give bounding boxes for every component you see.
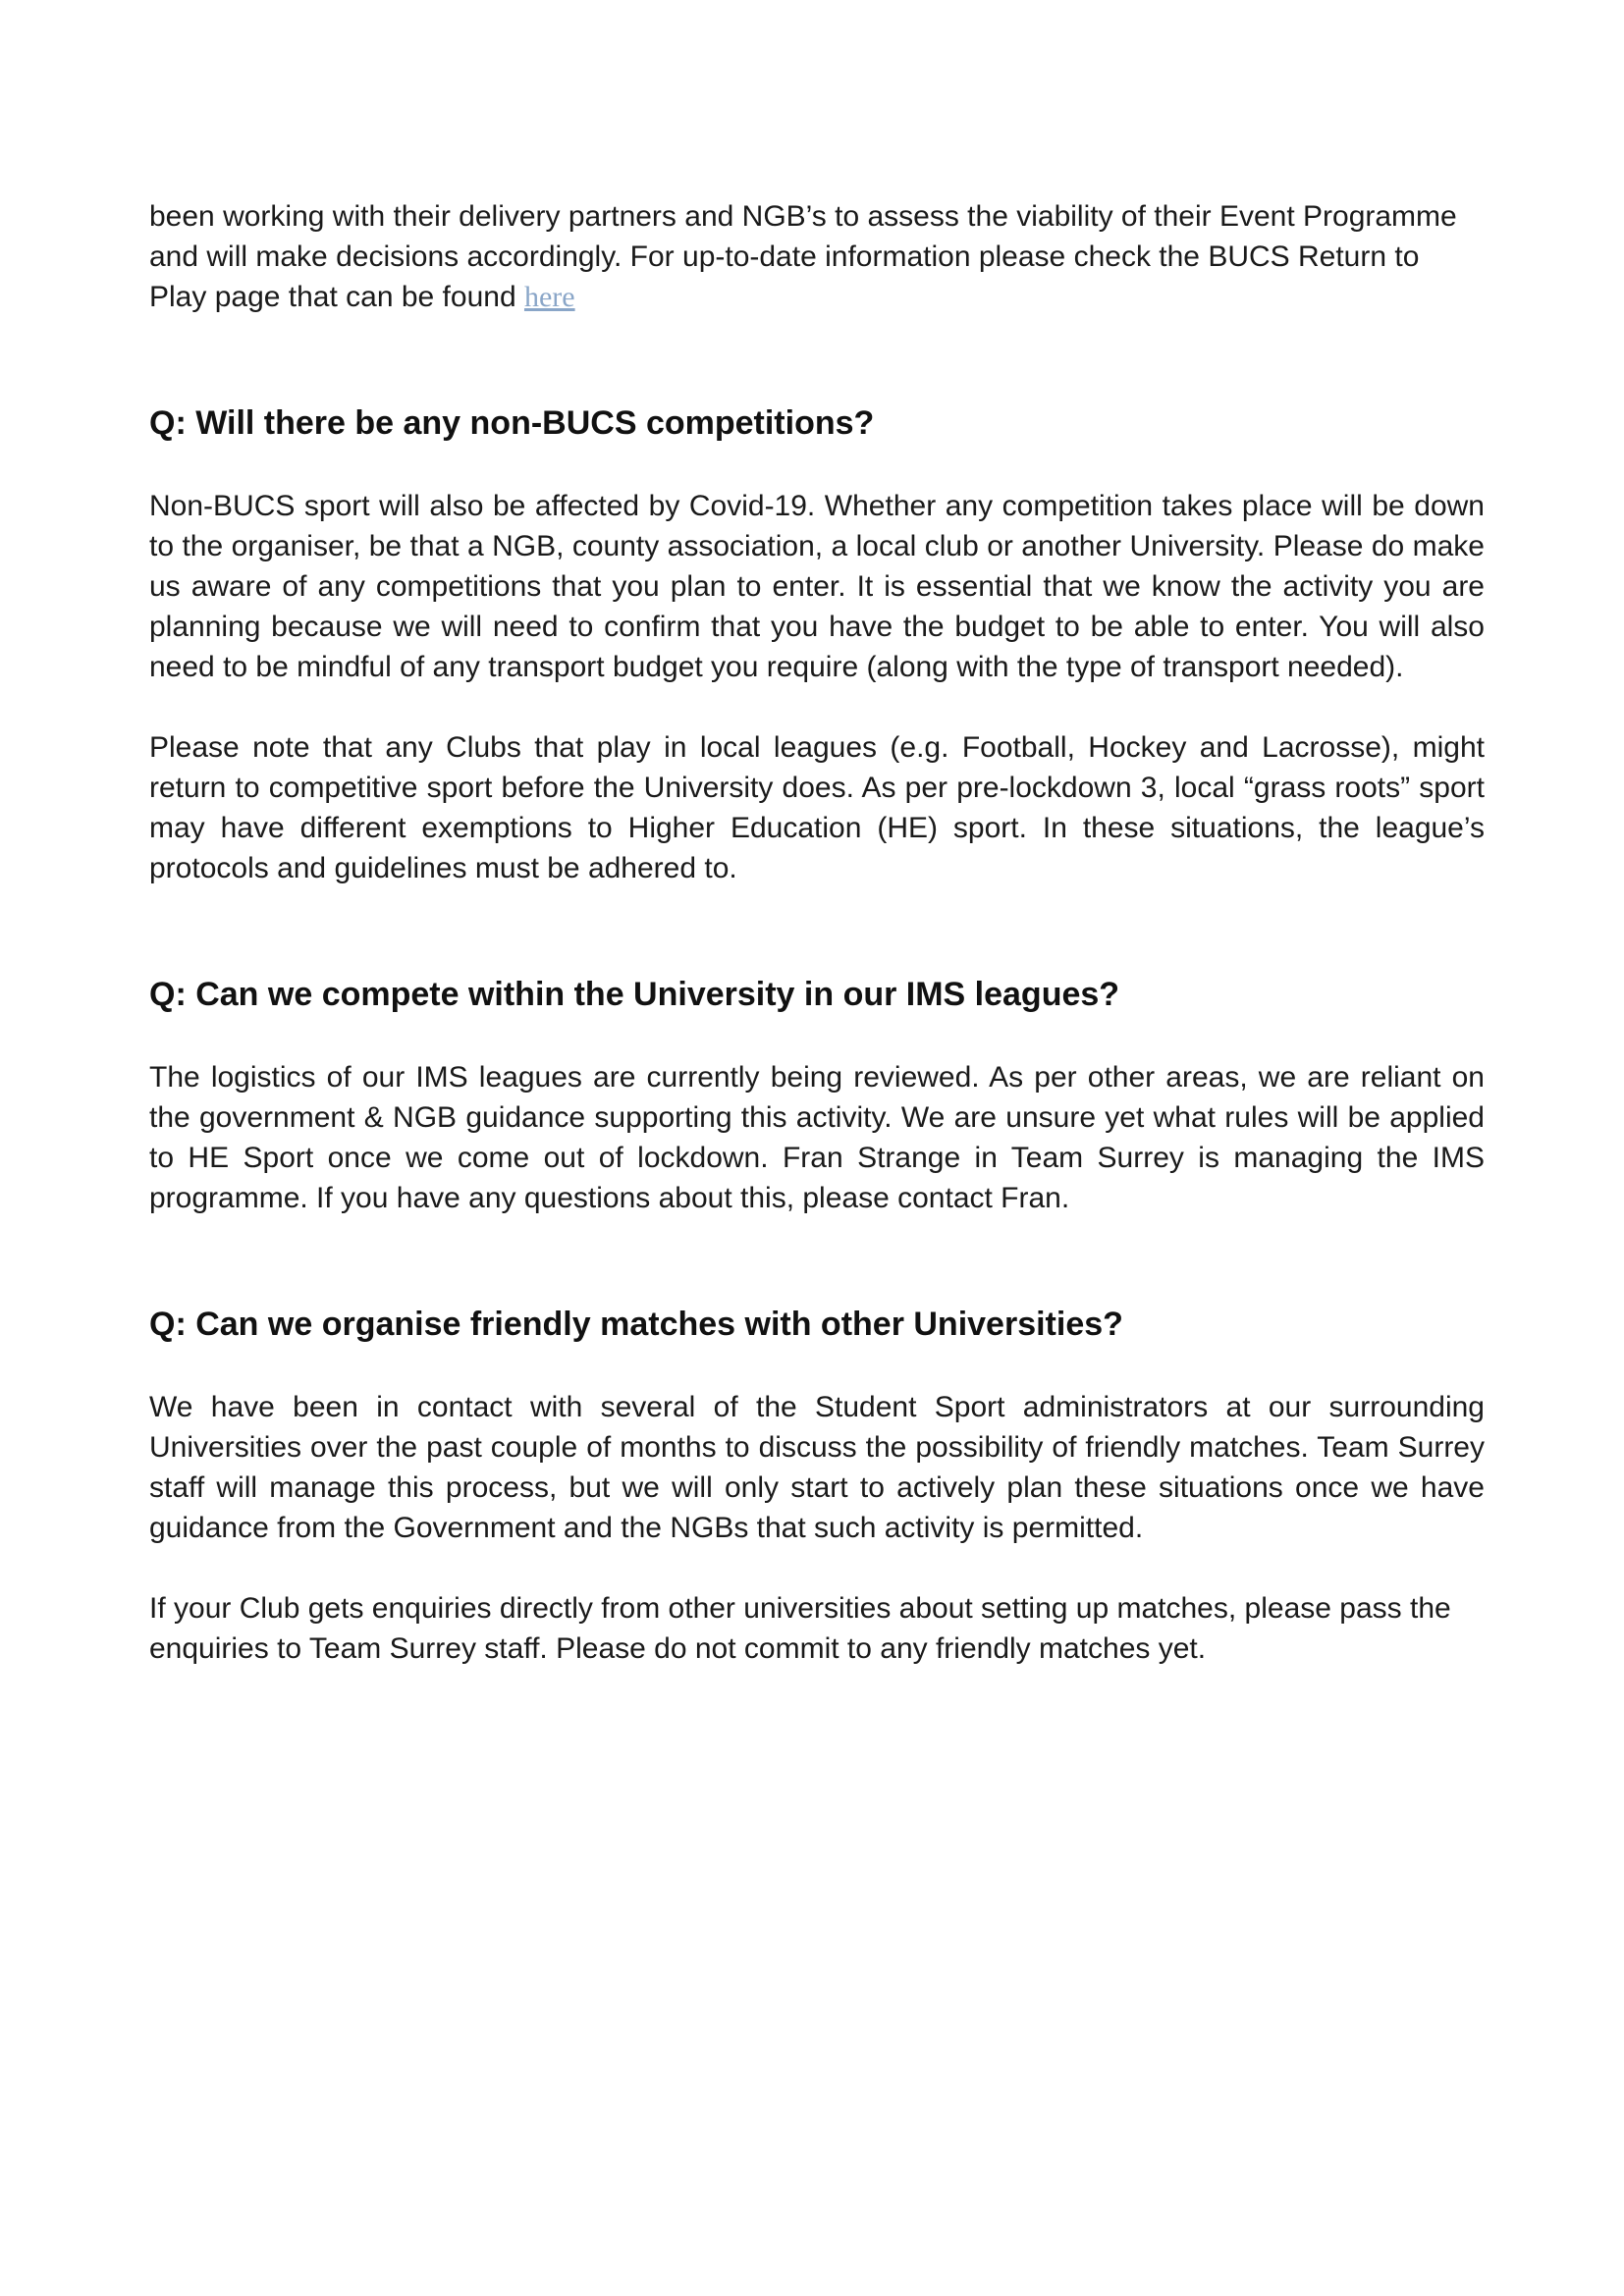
section-heading-ims-leagues: Q: Can we compete within the University in our IMS leagues? <box>149 976 1120 1013</box>
section-paragraph: If your Club gets enquiries directly from other universities about setting up matches, please pass the enquiries to Team Surrey staff. Please do not commit to any friendly matches yet. <box>149 1592 1451 1665</box>
bucs-return-to-play-link[interactable]: here <box>523 281 575 313</box>
section-heading-non-bucs: Q: Will there be any non-BUCS competitions? <box>149 404 875 442</box>
section-paragraph: We have been in contact with several of the Student Sport administrators at our surrounding Universities over the past couple of months to discuss the possibility of friendly matches. Team Surrey staff will manage this process, but we will only start to actively plan these situations once we have guidance from the Government and the NGBs that such activity is permitted. <box>149 1391 1485 1544</box>
intro-text: been working with their delivery partners and NGB’s to assess the viability of their Event Programme and will make decisions accordingly. For up-to-date information please check the BUCS Return to Play page that can be found <box>149 200 1457 313</box>
document-page <box>149 196 1485 1669</box>
section-paragraph: Please note that any Clubs that play in local leagues (e.g. Football, Hockey and Lacrosse), might return to competitive sport before the University does. As per pre-lockdown 3, local “grass roots” sport may have different exemptions to Higher Education (HE) sport. In these situations, the league’s protocols and guidelines must be adhered to. <box>149 731 1485 884</box>
section-heading-friendly-matches: Q: Can we organise friendly matches with other Universities? <box>149 1306 1123 1343</box>
intro-paragraph <box>149 196 1485 317</box>
section-paragraph: Non-BUCS sport will also be affected by Covid-19. Whether any competition takes place will be down to the organiser, be that a NGB, county association, a local club or another University. Please do make us aware of any competitions that you plan to enter. It is essential that we know the activity you are planning because we will need to confirm that you have the budget to be able to enter. You will also need to be mindful of any transport budget you require (along with the type of transport needed). <box>149 490 1485 683</box>
section-paragraph: The logistics of our IMS leagues are currently being reviewed. As per other areas, we are reliant on the government & NGB guidance supporting this activity. We are unsure yet what rules will be applied to HE Sport once we come out of lockdown. Fran Strange in Team Surrey is managing the IMS programme. If you have any questions about this, please contact Fran. <box>149 1061 1485 1214</box>
